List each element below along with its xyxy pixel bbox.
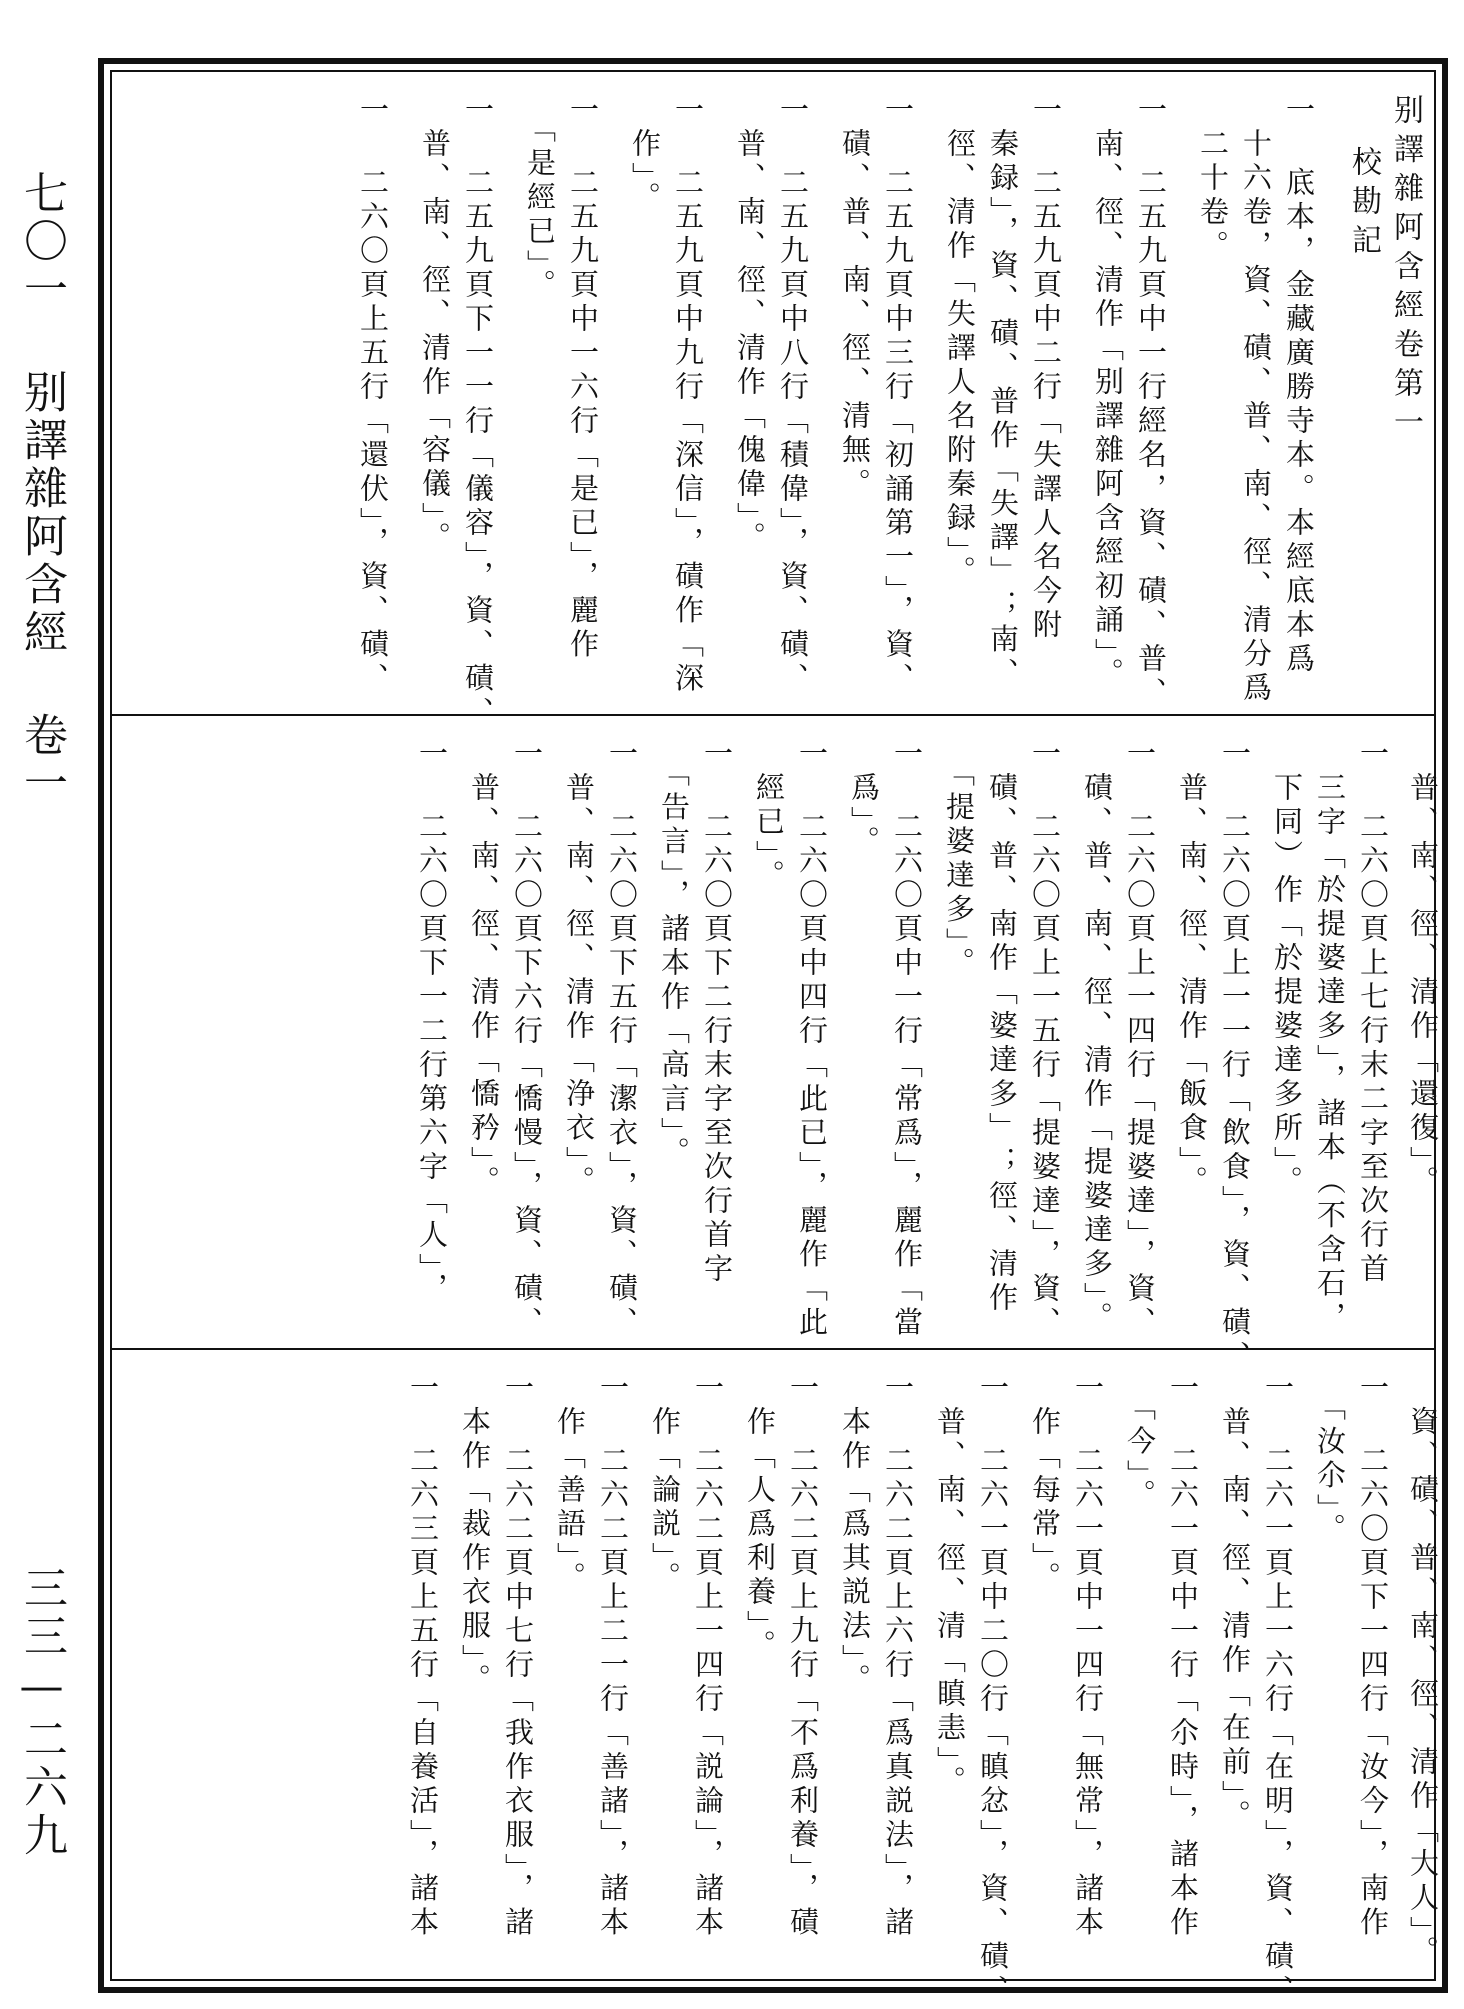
note-column: 一 底本，金藏廣勝寺本。本經底本爲: [1282, 94, 1316, 677]
note-column: 作「每常」。: [1028, 1372, 1062, 1596]
note-column: 一 二六〇頁下一四行「汝今」，南作: [1356, 1372, 1390, 1941]
note-column: 一 二六二頁上二一行「善諸」，諸本: [596, 1372, 630, 1941]
note-column: 三字「於提婆達多」，諸本（不含石，: [1313, 738, 1347, 1336]
note-column: 一 二六〇頁上一一行「飲食」，資、磧、: [1218, 738, 1252, 1375]
note-column: 普、南、徑、清作「還復」。: [1406, 738, 1440, 1200]
note-column: 普、南、徑、清作「在前」。: [1218, 1372, 1252, 1834]
note-column: 作」。: [628, 94, 662, 216]
note-column: 作「論説」。: [648, 1372, 682, 1596]
note-column: 磧、普、南作「婆達多」；徑、清作: [985, 738, 1019, 1316]
frame-inner: [110, 70, 1440, 2009]
note-column: 普、南、徑、清作「飯食」。: [1175, 738, 1209, 1200]
note-column: 一 二六一頁上一六行「在明」，資、磧、: [1261, 1372, 1295, 2009]
header-subtitle: 校勘記: [1346, 146, 1381, 263]
note-column: 本作「爲其説法」。: [838, 1372, 872, 1698]
note-column: 一 二六二頁上六行「爲真説法」，諸: [881, 1372, 915, 1941]
note-column: 下同）作「於提婆達多所」。: [1270, 738, 1304, 1200]
panel-bottom: [112, 1350, 1440, 2009]
note-column: 普、南、徑、清作「浄衣」。: [562, 738, 596, 1200]
note-column: 「今」。: [1123, 1372, 1157, 1513]
note-column: 爲」。: [847, 738, 881, 860]
note-column: 一 二六二頁中七行「我作衣服」，諸: [501, 1372, 535, 1941]
page-frame: [98, 58, 1448, 2009]
note-column: 一 二六二頁上一四行「説論」，諸本: [691, 1372, 725, 1941]
note-column: 經已」。: [752, 738, 786, 894]
note-column: 「是經已」。: [523, 94, 557, 303]
note-column: 一 二六一頁中一四行「無常」，諸本: [1071, 1372, 1105, 1941]
note-column: 「告言」，諸本作「高言」。: [657, 738, 691, 1171]
note-column: 磧、普、南、徑、清無。: [838, 94, 872, 502]
note-column: 一 二五九頁中一六行「是已」，麗作: [566, 94, 600, 663]
note-column: 一 二六〇頁下一二行第六字「人」，: [415, 738, 449, 1307]
note-column: 作「善語」。: [553, 1372, 587, 1596]
header-title: 别譯雜阿含經卷第一: [1388, 94, 1423, 445]
note-column: 一 二六〇頁上一五行「提婆達」，資、: [1028, 738, 1062, 1341]
note-column: 二十卷。: [1196, 94, 1230, 264]
note-column: 普、南、徑、清「瞋恚」。: [933, 1372, 967, 1800]
margin-page-number: 三三—二六九: [16, 1565, 67, 1860]
note-column: 「汝尒」。: [1313, 1372, 1347, 1547]
note-column: 本作「裁作衣服」。: [458, 1372, 492, 1698]
note-column: 一 二六〇頁上一四行「提婆達」，資、: [1123, 738, 1157, 1341]
note-column: 一 二五九頁下一一行「儀容」，資、磧、: [461, 94, 495, 731]
note-column: 一 二六〇頁中一行「常爲」，麗作「當: [890, 738, 924, 1341]
note-column: 普、南、徑、清作「容儀」。: [418, 94, 452, 556]
note-column: 一 二六〇頁下五行「潔衣」，資、磧、: [605, 738, 639, 1341]
note-column: 一 二五九頁中八行「積偉」，資、磧、: [776, 94, 810, 697]
note-column: 徑、清作「失譯人名附秦録」。: [943, 94, 977, 590]
note-column: 資、磧、普、南、徑、清作「大人」。: [1406, 1372, 1440, 1970]
panel-middle: [112, 716, 1440, 1375]
note-column: 南、徑、清作「别譯雜阿含經初誦」。: [1091, 94, 1125, 692]
note-column: 作「人爲利養」。: [743, 1372, 777, 1664]
note-column: 一 二六一頁中二〇行「瞋忿」，資、磧、: [976, 1372, 1010, 2009]
note-column: 一 二六〇頁上七行末二字至次行首: [1356, 738, 1390, 1287]
note-column: 一 二六〇頁下二行末字至次行首字: [700, 738, 734, 1287]
note-column: 「提婆達多」。: [942, 738, 976, 981]
note-column: 一 二六一頁中一行「尒時」，諸本作: [1166, 1372, 1200, 1941]
note-column: 十六卷，資、磧、普、南、徑、清分爲: [1239, 94, 1273, 706]
panel-top: [112, 72, 1434, 731]
note-column: 一 二六三頁上五行「自養活」，諸本: [406, 1372, 440, 1941]
note-column: 一 二六〇頁上五行「還伏」，資、磧、: [356, 94, 390, 697]
margin-volume-title: 七〇一 别譯雜阿含經 卷一: [16, 170, 67, 808]
note-column: 一 二五九頁中九行「深信」，磧作「深: [671, 94, 705, 697]
note-column: 一 二六〇頁中四行「此已」，麗作「此: [795, 738, 829, 1341]
note-column: 一 二六二頁上九行「不爲利養」，磧: [786, 1372, 820, 1941]
note-column: 一 二六〇頁下六行「憍慢」，資、磧、: [510, 738, 544, 1341]
note-column: 一 二五九頁中一行經名，資、磧、普、: [1134, 94, 1168, 711]
note-column: 普、南、徑、清作「憍矜」。: [467, 738, 501, 1200]
note-column: 普、南、徑、清作「傀偉」。: [733, 94, 767, 556]
note-column: 一 二五九頁中三行「初誦第一」，資、: [881, 94, 915, 697]
note-column: 秦録」，資、磧、普作「失譯」；南、: [986, 94, 1020, 692]
note-column: 磧、普、南、徑、清作「提婆達多」。: [1080, 738, 1114, 1336]
note-column: 一 二五九頁中二行「失譯人名今附: [1029, 94, 1063, 643]
